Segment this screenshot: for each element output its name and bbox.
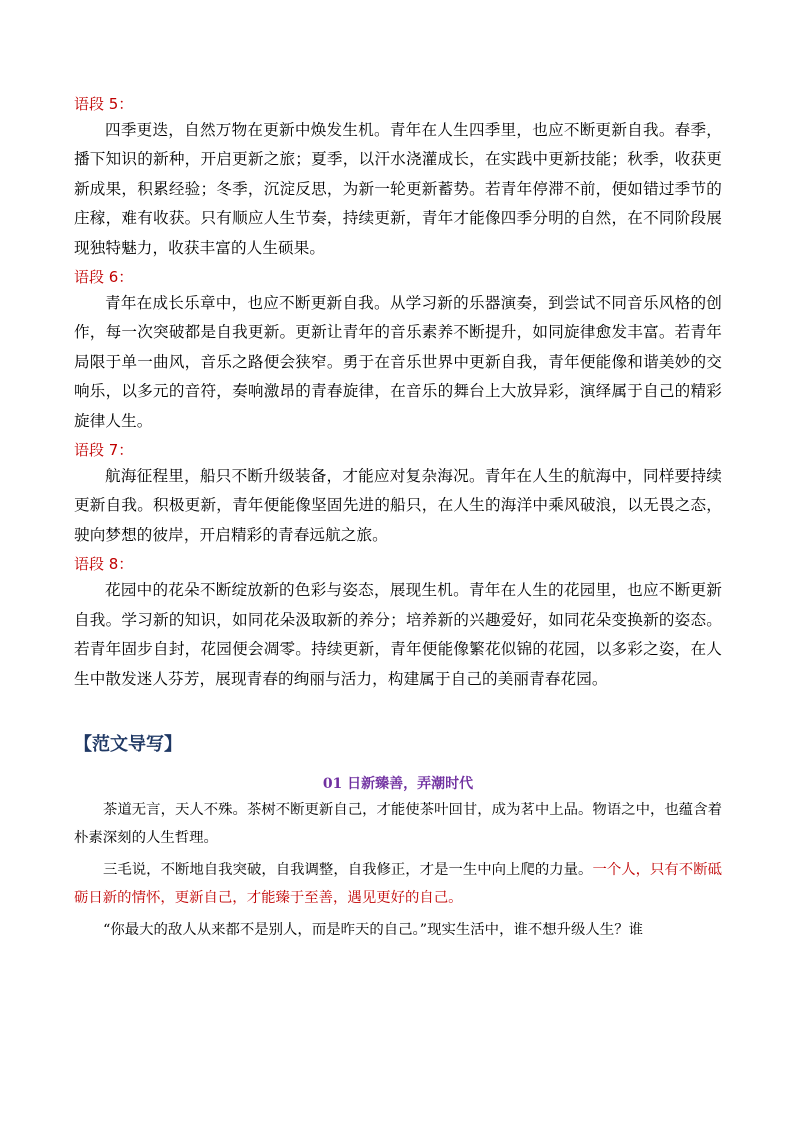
essay-text: 三毛说，不断地自我突破，自我调整，自我修正，才是一生中向上爬的力量。 — [103, 861, 593, 878]
segment-7 — [74, 438, 722, 550]
segment-8 — [74, 552, 722, 694]
segment-paragraph: 花园中的花朵不断绽放新的色彩与姿态，展现生机。青年在人生的花园里，也应不断更新自我。学习新的知识，如同花朵汲取新的养分；培养新的兴趣爱好，如同花朵变换新的姿态。若青年固步自封，花园便会凋零。持续更新，青年便能像繁花似锦的花园，以多彩之姿，在人生中散发迷人芬芳，展现青春的绚丽与活力，构建属于自己的美丽青春花园。 — [74, 581, 722, 688]
segment-label: 语段 6： — [74, 268, 134, 287]
segment-label: 语段 5： — [74, 95, 134, 113]
document-page — [74, 92, 722, 947]
segment-6 — [74, 265, 722, 436]
segment-label: 语段 7： — [74, 441, 134, 460]
segment-5 — [74, 92, 722, 263]
essay-highlight-text: 一个人，只有不断砥砺日新的情怀，更新自己，才能臻于至善，遇见更好的自己。 — [74, 861, 722, 907]
essay-paragraph: “你最大的敌人从来都不是别人，而是昨天的自己。”现实生活中，谁不想升级人生？谁 — [103, 921, 643, 938]
segment-paragraph: 青年在成长乐章中，也应不断更新自我。从学习新的乐器演奏，到尝试不同音乐风格的创作，每一次突破都是自我更新。更新让青年的音乐素养不断提升，如同旋律愈发丰富。若青年局限于单一曲风，音乐之路便会狭窄。勇于在音乐世界中更新自我，青年便能像和谐美妙的交响乐，以多元的音符，奏响激昂的青春旋律，在音乐的舞台上大放异彩，演绎属于自己的精彩旋律人生。 — [74, 294, 722, 430]
segment-paragraph: 四季更迭，自然万物在更新中焕发生机。青年在人生四季里，也应不断更新自我。春季，播下知识的新种，开启更新之旅；夏季，以汗水浇灌成长，在实践中更新技能；秋季，收获更新成果，积累经验；冬季，沉淀反思，为新一轮更新蓄势。若青年停滞不前，便如错过季节的庄稼，难有收获。只有顺应人生节奏，持续更新，青年才能像四季分明的自然，在不同阶段展现独特魅力，收获丰富的人生硕果。 — [74, 121, 722, 257]
essay-paragraph: 茶道无言，天人不殊。茶树不断更新自己，才能使茶叶回甘，成为茗中上品。物语之中，也蕴含着朴素深刻的人生哲理。 — [74, 801, 722, 847]
essay-paragraph — [74, 856, 722, 913]
section-heading: 【范文导写】 — [74, 733, 182, 755]
segment-label: 语段 8： — [74, 555, 134, 574]
essay-title: 01 日新臻善，弄潮时代 — [322, 775, 474, 792]
segment-paragraph: 航海征程里，船只不断升级装备，才能应对复杂海况。青年在人生的航海中，同样要持续更新自我。积极更新，青年便能像坚固先进的船只，在人生的海洋中乘风破浪，以无畏之态，驶向梦想的彼岸，开启精彩的青春远航之旅。 — [74, 467, 722, 544]
